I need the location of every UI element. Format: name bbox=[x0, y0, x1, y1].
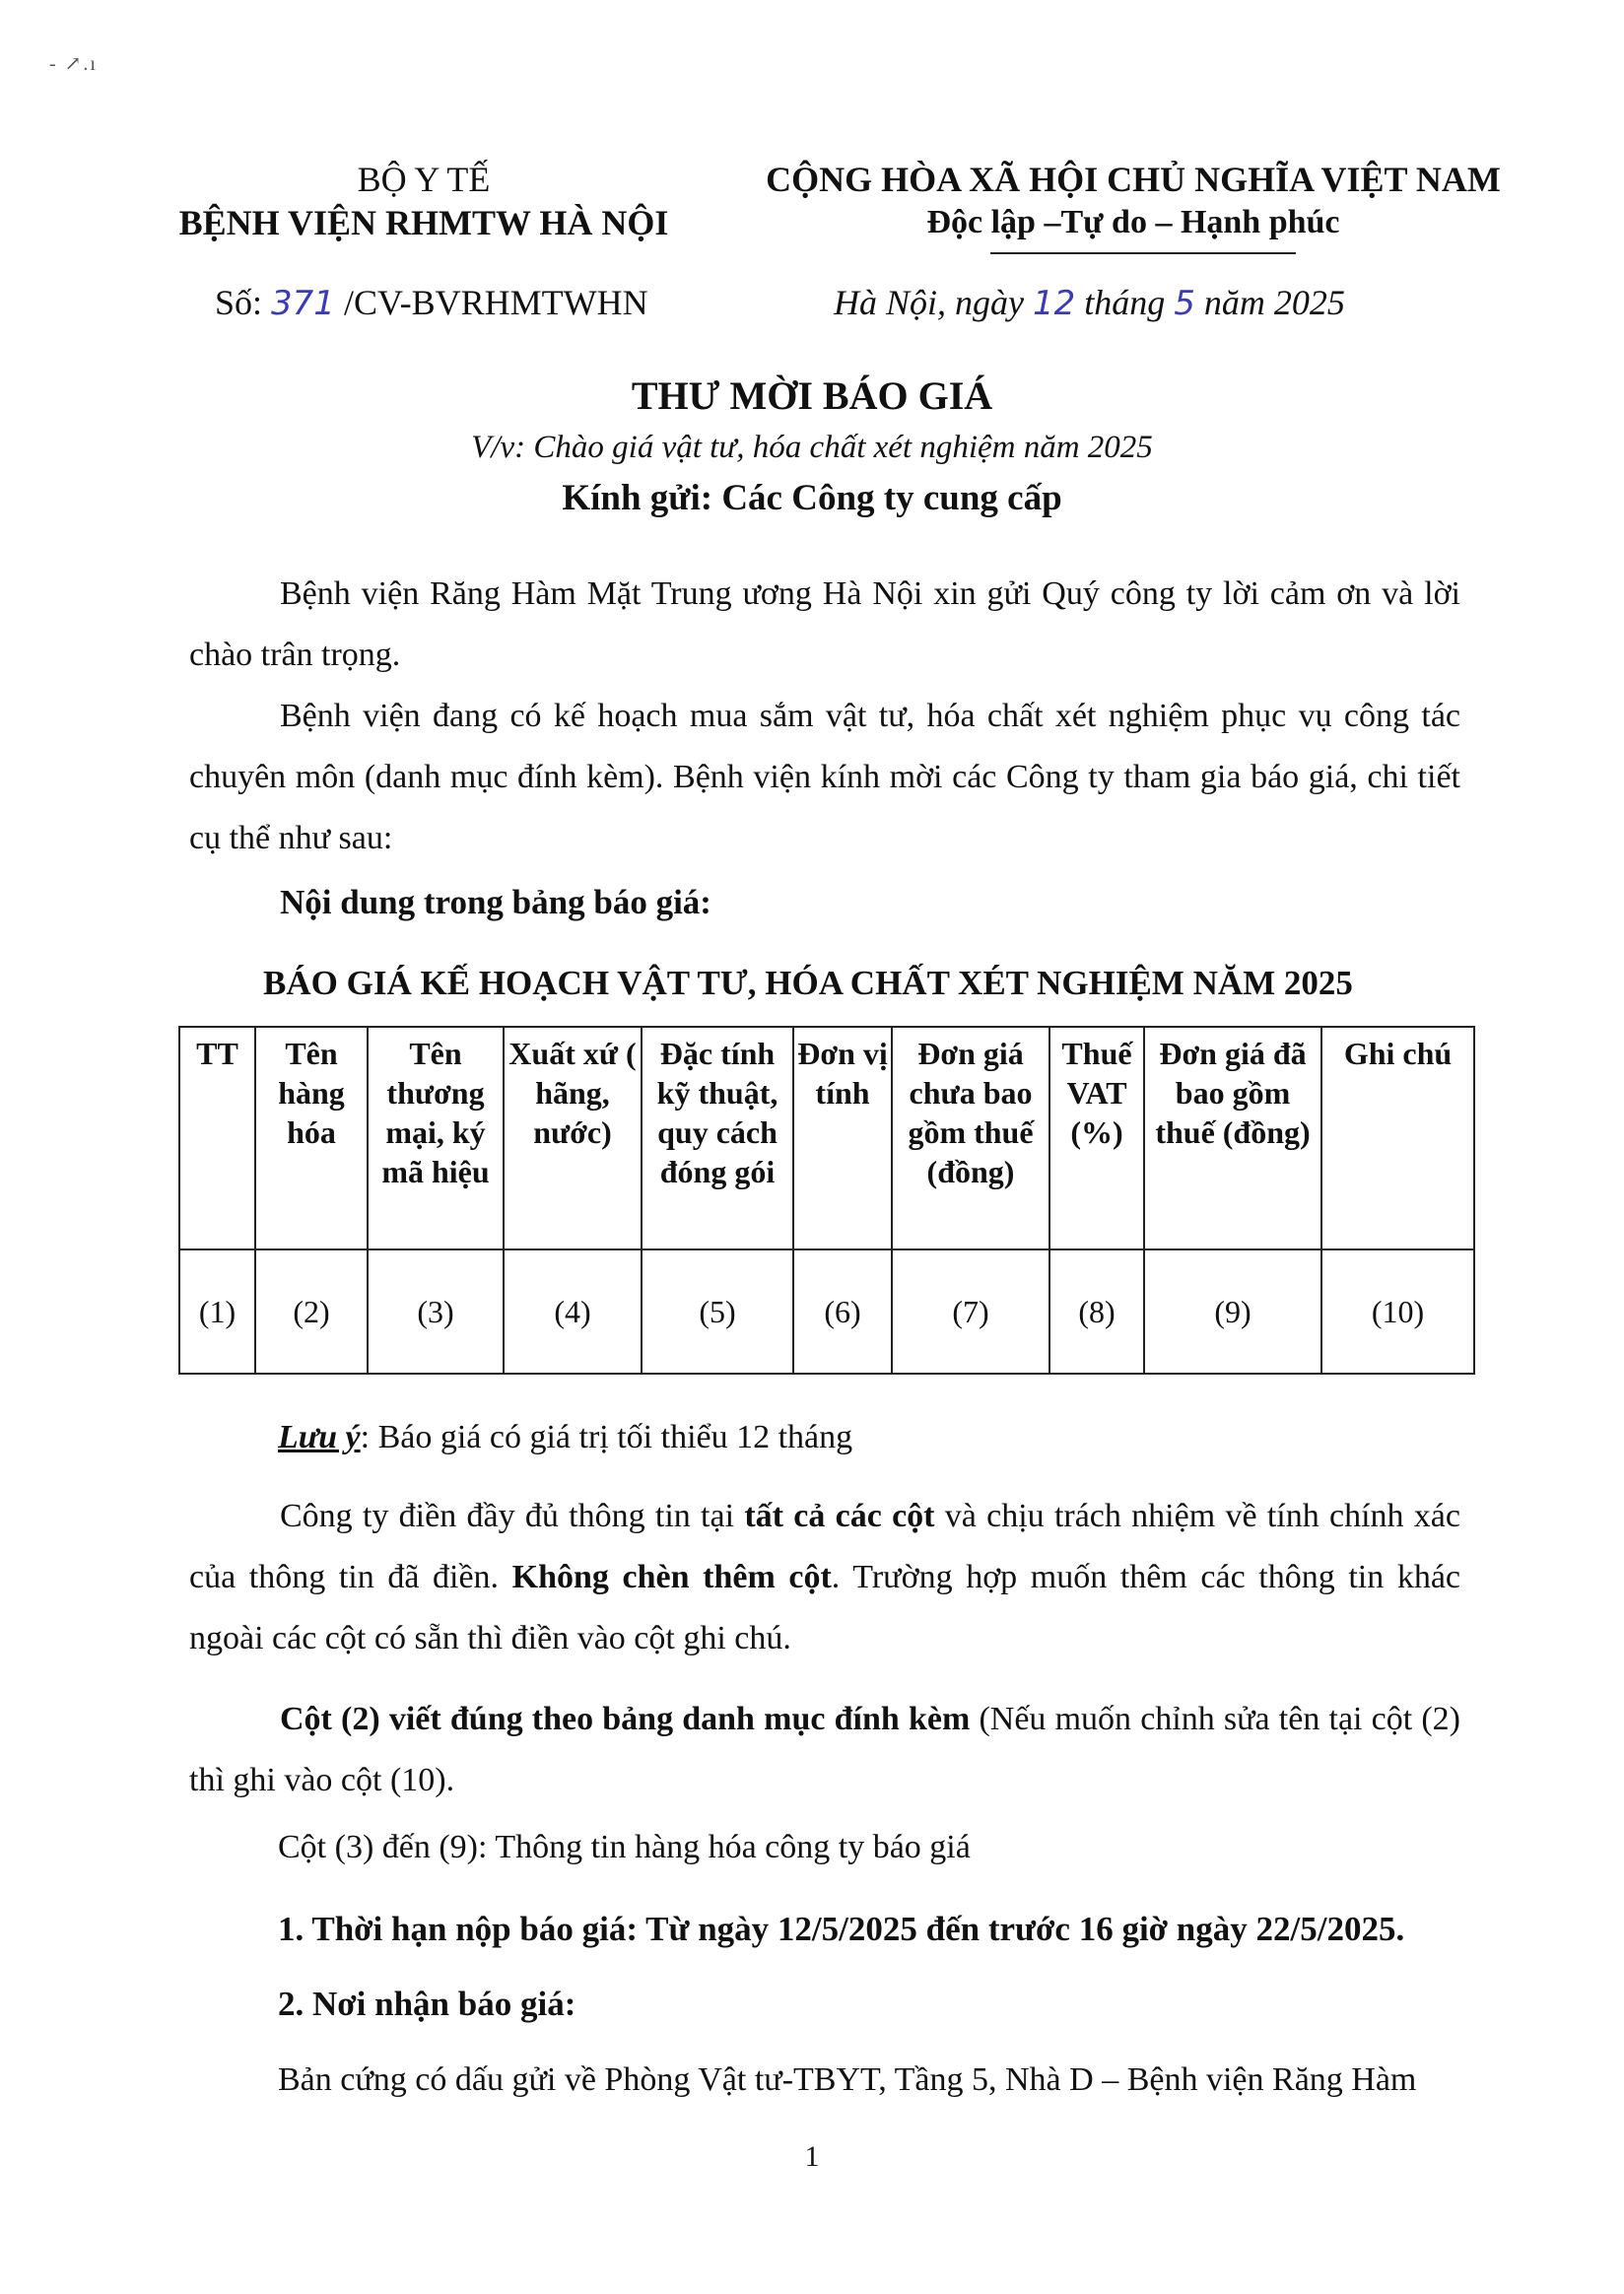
table-number-cell: (1) bbox=[179, 1249, 255, 1374]
national-heading bbox=[690, 158, 1577, 244]
table-header-cell: Đặc tính kỹ thuật, quy cách đóng gói bbox=[642, 1027, 793, 1249]
table-title: BÁO GIÁ KẾ HOẠCH VẬT TƯ, HÓA CHẤT XÉT NGHIỆM NĂM 2025 bbox=[263, 964, 1353, 1002]
plan-text: Bệnh viện đang có kế hoạch mua sắm vật tư, hóa chất xét nghiệm phục vụ công tác chuyên môn (danh mục đính kèm). Bệnh viện kính mời các Công ty tham gia báo giá, chi tiết cụ thể như sau: bbox=[189, 698, 1460, 856]
note-text: : Báo giá có giá trị tối thiểu 12 tháng bbox=[360, 1419, 853, 1455]
hospital-name: BỆNH VIỆN RHMTW HÀ NỘI bbox=[178, 203, 669, 242]
quote-table bbox=[178, 1026, 1475, 1375]
table-header-cell: Xuất xứ ( hãng, nước) bbox=[504, 1027, 642, 1249]
table-number-cell: (3) bbox=[368, 1249, 504, 1374]
p3-part-d: Không chèn thêm cột bbox=[511, 1559, 832, 1595]
intro-paragraph bbox=[189, 564, 1460, 686]
table-number-cell: (7) bbox=[892, 1249, 1049, 1374]
validity-note bbox=[278, 1419, 852, 1456]
corner-scan-mark: - ↗.ı bbox=[49, 53, 98, 75]
table-number-cell: (8) bbox=[1049, 1249, 1144, 1374]
p3-part-c: và chịu trách nhiệm về tính chính xác của thông tin đã điền. bbox=[189, 1498, 1460, 1595]
table-number-cell: (9) bbox=[1144, 1249, 1321, 1374]
table-header-row bbox=[179, 1027, 1474, 1249]
table-number-cell: (5) bbox=[642, 1249, 793, 1374]
document-number bbox=[215, 282, 648, 323]
p4-part-b: (Nếu muốn chỉnh sửa tên tại cột (2) thì ghi vào cột (10). bbox=[189, 1701, 1460, 1798]
receiving-place-item: 2. Nơi nhận báo giá: bbox=[278, 1985, 576, 2023]
table-number-cell: (4) bbox=[504, 1249, 642, 1374]
handwritten-number: 371 bbox=[271, 284, 335, 323]
intro-text: Bệnh viện Răng Hàm Mặt Trung ương Hà Nội xin gửi Quý công ty lời cảm ơn và lời chào trân trọng. bbox=[189, 575, 1460, 673]
national-motto: Độc lập –Tự do – Hạnh phúc bbox=[926, 204, 1340, 240]
document-date bbox=[834, 282, 1345, 323]
country-name: CỘNG HÒA XÃ HỘI CHỦ NGHĨA VIỆT NAM bbox=[766, 160, 1501, 199]
date-month-label: tháng bbox=[1084, 283, 1166, 322]
number-suffix: /CV-BVRHMTWHN bbox=[343, 283, 648, 322]
table-header-cell: Đơn giá chưa bao gồm thuế (đồng) bbox=[892, 1027, 1049, 1249]
table-header-cell: Đơn vị tính bbox=[793, 1027, 892, 1249]
column-2-paragraph bbox=[189, 1689, 1460, 1811]
document-title: THƯ MỜI BÁO GIÁ bbox=[631, 373, 993, 418]
document-recipient: Kính gửi: Các Công ty cung cấp bbox=[562, 478, 1062, 518]
issuer-block bbox=[118, 158, 729, 244]
table-number-cell: (10) bbox=[1321, 1249, 1474, 1374]
plan-paragraph bbox=[189, 686, 1460, 869]
date-year: năm 2025 bbox=[1203, 283, 1345, 322]
table-header-cell: Ghi chú bbox=[1321, 1027, 1474, 1249]
section-heading: Nội dung trong bảng báo giá: bbox=[280, 883, 711, 921]
instructions-paragraph bbox=[189, 1486, 1460, 1669]
note-label: Lưu ý bbox=[278, 1419, 361, 1455]
motto-underline bbox=[990, 252, 1296, 254]
page-number: 1 bbox=[804, 2140, 820, 2173]
number-prefix: Số: bbox=[215, 283, 263, 322]
ministry-name: BỘ Y TẾ bbox=[357, 160, 491, 199]
table-header-cell: TT bbox=[179, 1027, 255, 1249]
p3-part-b: tất cả các cột bbox=[744, 1498, 935, 1534]
handwritten-day: 12 bbox=[1033, 284, 1076, 323]
table-number-cell: (6) bbox=[793, 1249, 892, 1374]
p3-part-e: . Trường hợp muốn thêm các thông tin khác ngoài các cột có sẵn thì điền vào cột ghi chú. bbox=[189, 1559, 1460, 1656]
p4-part-a: Cột (2) viết đúng theo bảng danh mục đính kèm bbox=[280, 1701, 971, 1737]
delivery-address: Bản cứng có dấu gửi về Phòng Vật tư-TBYT, Tầng 5, Nhà D – Bệnh viện Răng Hàm bbox=[278, 2061, 1417, 2098]
table-number-cell: (2) bbox=[255, 1249, 368, 1374]
columns-3-9-note: Cột (3) đến (9): Thông tin hàng hóa công ty báo giá bbox=[278, 1829, 971, 1865]
handwritten-month: 5 bbox=[1174, 284, 1195, 323]
table-header-cell: Thuế VAT (%) bbox=[1049, 1027, 1144, 1249]
p3-part-a: Công ty điền đầy đủ thông tin tại bbox=[280, 1498, 745, 1534]
date-place: Hà Nội, ngày bbox=[834, 283, 1024, 322]
table-header-cell: Tên hàng hóa bbox=[255, 1027, 368, 1249]
table-number-row bbox=[179, 1249, 1474, 1374]
document-subject: V/v: Chào giá vật tư, hóa chất xét nghiệm năm 2025 bbox=[471, 430, 1153, 465]
table-header-cell: Đơn giá đã bao gồm thuế (đồng) bbox=[1144, 1027, 1321, 1249]
deadline-item: 1. Thời hạn nộp báo giá: Từ ngày 12/5/2025 đến trước 16 giờ ngày 22/5/2025. bbox=[278, 1910, 1405, 1948]
table-header-cell: Tên thương mại, ký mã hiệu bbox=[368, 1027, 504, 1249]
